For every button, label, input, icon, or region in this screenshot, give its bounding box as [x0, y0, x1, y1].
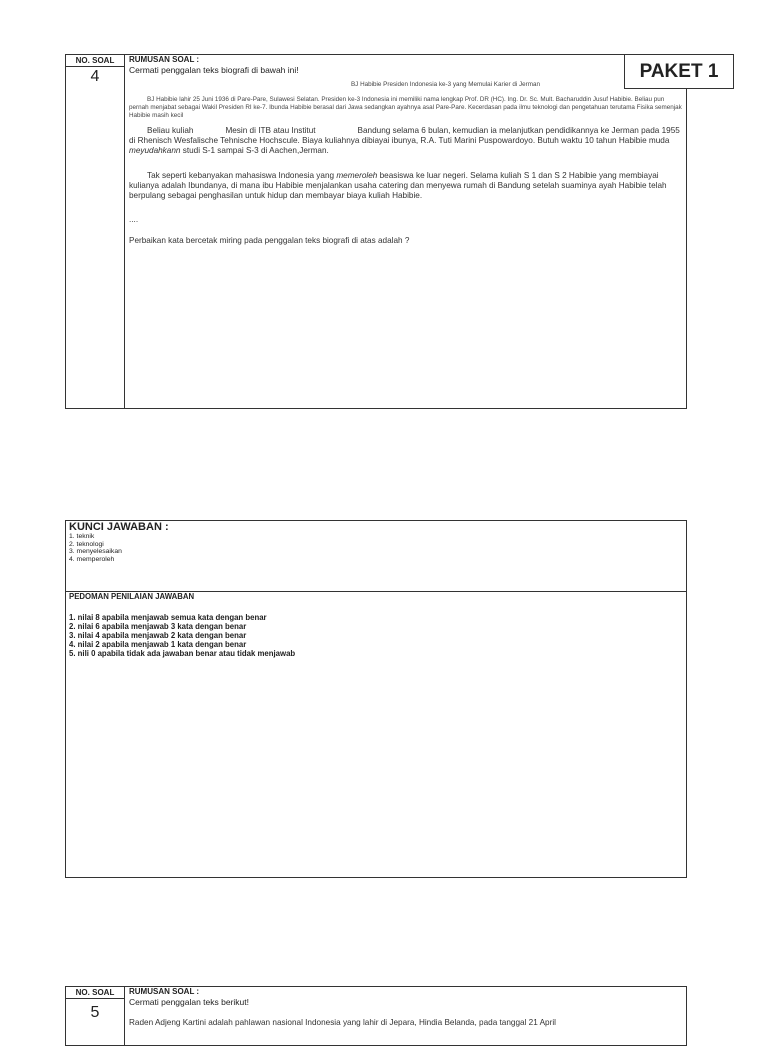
question-5-box [65, 986, 687, 1046]
scoring-item: 4. nilai 2 apabila menjawab 1 kata dengan benar [69, 640, 247, 649]
question-content [129, 987, 682, 1028]
biography-paragraph-1: BJ Habibie lahir 25 Juni 1936 di Pare-Pare, Sulawesi Selatan. Presiden ke-3 Indonesia ini memiliki nama lengkap Prof. DR (HC). Ing. Dr. Sc. Mult. Bacharuddin Jusuf Habibie. Beliau pun pernah menjabat sebagai Wakil Presiden RI ke-7. Ibunda Habibie berasal dari Jawa sedangkan ayahnya asal Pare-Pare. Kecerdasan pada ilmu teknologi dan pengetahuan terutama Fisika semenjak Habibie masih kecil [129, 96, 682, 119]
scoring-item: 5. nili 0 apabila tidak ada jawaban benar atau tidak menjawab [69, 649, 296, 658]
question-4-box [65, 54, 687, 409]
scoring-guide-title: PEDOMAN PENILAIAN JAWABAN [69, 592, 195, 601]
answer-key-section [66, 521, 686, 592]
scoring-item: 1. nilai 8 apabila menjawab semua kata dengan benar [69, 613, 267, 622]
question-number-cell [66, 55, 125, 408]
answer-key-item: 4. memperoleh [69, 555, 115, 563]
answer-key-item: 1. teknik [69, 533, 95, 540]
paket-label: PAKET 1 [624, 54, 734, 89]
scoring-item: 2. nilai 6 apabila menjawab 3 kata dengan benar [69, 622, 247, 631]
question-number: 5 [90, 1004, 100, 1021]
biography-paragraph-2: Beliau kuliah Mesin di ITB atau Institut Bandung selama 6 bulan, kemudian ia melanjutkan pendidikannya ke Jerman pada 1955 di Rhenisch Wesfalische Tehnische Hochscule. Biaya kuliahnya dibiayai ibunya, R.A. Tuti Marini Puspowardoyo. Butuh waktu 10 tahun Habibie muda meyudahkann studi S-1 sampai S-3 di Aachen,Jerman. [129, 126, 680, 155]
no-soal-label: NO. SOAL [66, 987, 124, 999]
ellipsis: .... [129, 215, 139, 224]
rumusan-soal-label: RUMUSAN SOAL : [129, 987, 200, 996]
question-content [129, 55, 682, 246]
passage-paragraph-1: Raden Adjeng Kartini adalah pahlawan nasional Indonesia yang lahir di Jepara, Hindia Belanda, pada tanggal 21 April [129, 1018, 556, 1027]
no-soal-label: NO. SOAL [66, 55, 124, 67]
instruction-text: Cermati penggalan teks biografi di bawah ini! [129, 65, 299, 75]
question-text: Perbaikan kata bercetak miring pada penggalan teks biografi di atas adalah ? [129, 236, 410, 245]
answer-key-item: 3. menyelesaikan [69, 548, 122, 555]
rumusan-soal-label: RUMUSAN SOAL : [129, 55, 200, 64]
biography-title: BJ Habibie Presiden Indonesia ke-3 yang Memulai Karier di Jerman [350, 81, 540, 88]
scoring-guide-section [66, 592, 686, 658]
question-number-cell [66, 987, 125, 1045]
biography-paragraph-3: Tak seperti kebanyakan mahasiswa Indonesia yang memeroleh beasiswa ke luar negeri. Selama kuliah S 1 dan S 2 Habibie yang membiayai kulianya adalah Ibundanya, di mana ibu Habibie menjalankan usaha catering dan menyewa rumah di Bandung setelah suaminya ayah Habibie telah berpulang sebagai penghasilan untuk hidup dan membayar biaya kuliah Habibie. [129, 171, 667, 200]
answer-key-box [65, 520, 687, 878]
question-number: 4 [90, 68, 100, 85]
instruction-text: Cermati penggalan teks berikut! [129, 997, 250, 1007]
scoring-item: 3. nilai 4 apabila menjawab 2 kata dengan benar [69, 631, 247, 640]
answer-key-item: 2. teknologi [69, 540, 104, 548]
answer-key-title: KUNCI JAWABAN : [69, 521, 169, 533]
